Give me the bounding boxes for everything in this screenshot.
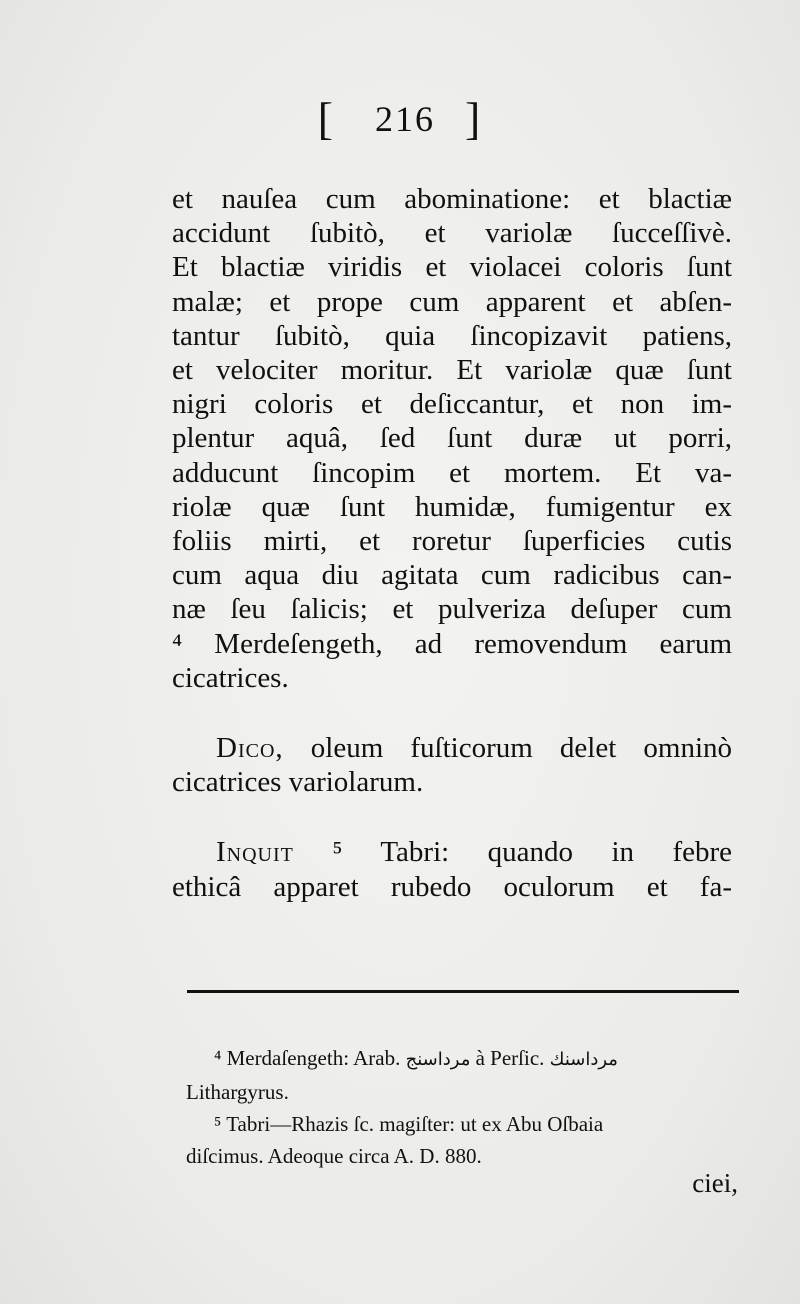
arabic-word: مرداسنج (405, 1049, 471, 1070)
text-line: riolæ quæ ſunt humidæ, fumigentur ex (172, 490, 732, 523)
text-line: tantur ſubitò, quia ſincopizavit patiens, (172, 319, 732, 352)
paragraph-lead-word: Inquit (216, 836, 294, 869)
footnote-divider (187, 990, 739, 993)
text-line: cum aqua diu agitata cum radicibus can- (172, 559, 732, 592)
footnote-4-text: ⁴ Merdaſengeth: Arab. (214, 1046, 401, 1070)
paragraph-inquit (172, 835, 732, 869)
text-line: Et blactiæ viridis et violacei coloris ſunt (172, 251, 732, 284)
text-line: ⁴ Merdeſengeth, ad removendum earum (172, 627, 732, 660)
footnote-4-continuation: Lithargyrus. (186, 1080, 289, 1104)
text-line: ⁵ Tabri: quando in febre (332, 836, 733, 869)
footnote-4 (186, 1042, 746, 1076)
text-line: oleum fuſticorum delet omninò (310, 732, 733, 765)
header-bracket-right: ] (465, 93, 483, 144)
paragraph-dico (172, 731, 732, 765)
text-line: ethicâ apparet rubedo oculorum et fa- (172, 870, 732, 903)
text-line: plentur aquâ, ſed ſunt duræ ut porri, (172, 422, 732, 455)
footnote-5: ⁵ Tabri—Rhazis ſc. magiſter: ut ex Abu Oſbaia (214, 1112, 604, 1136)
text-line: et nauſea cum abominatione: et blactiæ (172, 183, 732, 215)
footnotes (186, 1042, 746, 1172)
catchword: ciei, (692, 1168, 738, 1198)
paragraph-gap (172, 799, 732, 835)
text-line: adducunt ſincopim et mortem. Et va- (172, 456, 732, 489)
text-line: foliis mirti, et roretur ſuperficies cutis (172, 525, 732, 558)
footnote-5-continuation: diſcimus. Adeoque circa A. D. 880. (186, 1144, 482, 1168)
page-header (0, 92, 800, 145)
persian-word: مرداسنك (549, 1049, 618, 1070)
text-line: malæ; et prope cum apparent et abſen- (172, 285, 732, 318)
text-line: næ ſeu ſalicis; et pulveriza deſuper cum (172, 593, 732, 626)
text-line: cicatrices variolarum. (172, 766, 424, 799)
header-bracket-left: [ (317, 93, 335, 144)
page-number: 216 (375, 99, 435, 139)
paragraph-lead-word: Dico, (216, 732, 284, 765)
text-line: nigri coloris et deſiccantur, et non im- (172, 388, 732, 421)
footnote-4-text: à Perſic. (475, 1046, 545, 1070)
main-text (172, 182, 732, 904)
text-line: et velociter moritur. Et variolæ quæ ſunt (172, 354, 732, 387)
paragraph-gap (172, 695, 732, 731)
text-line: accidunt ſubitò, et variolæ ſucceſſivè. (172, 217, 732, 250)
text-line: cicatrices. (172, 661, 289, 694)
